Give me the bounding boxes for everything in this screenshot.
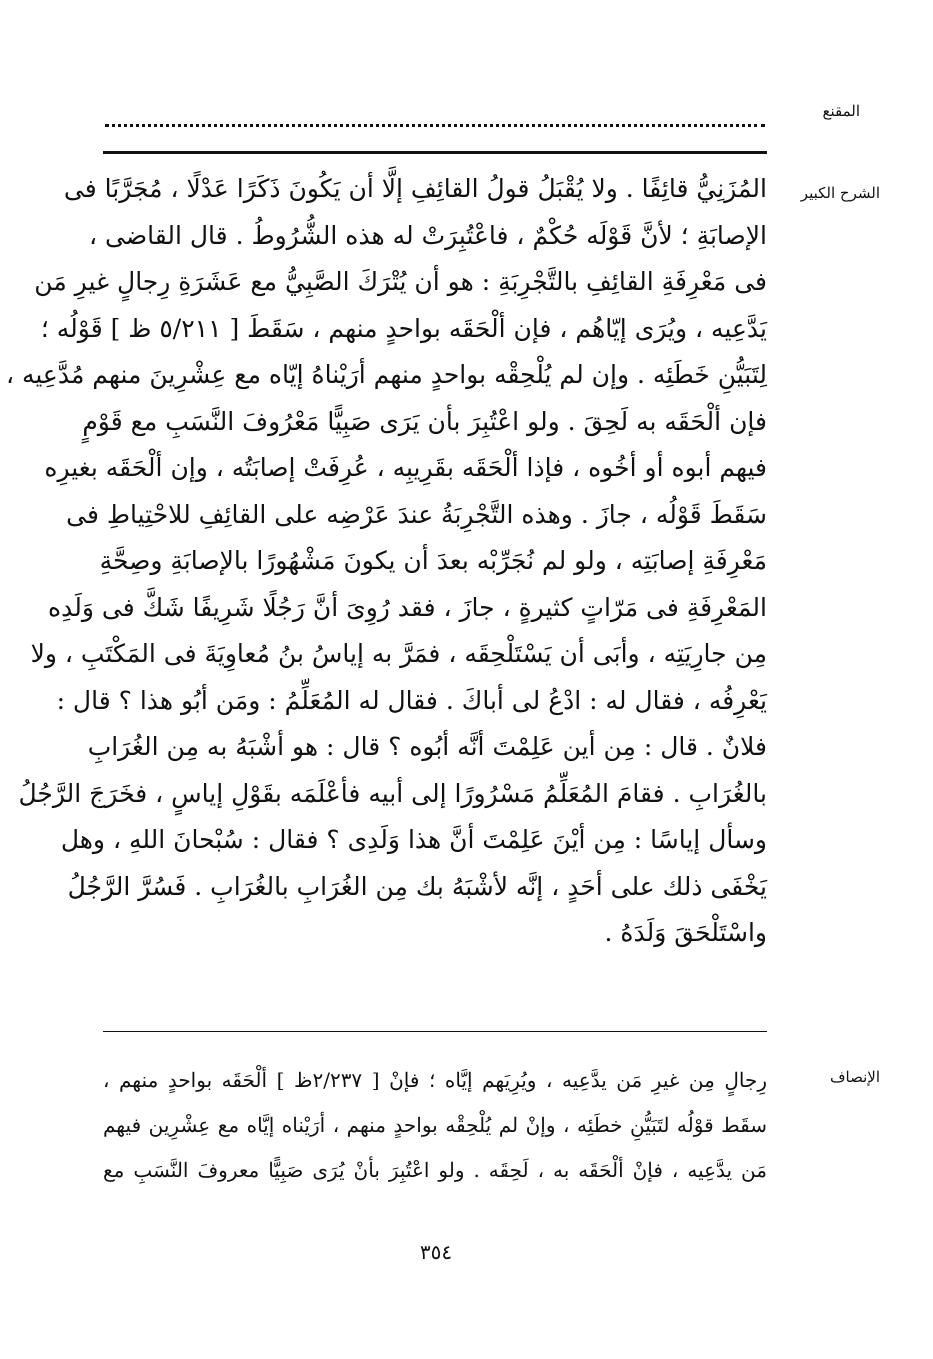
main-line: واسْتَلْحَقَ وَلَدَهُ . — [604, 918, 767, 947]
main-line: مَعْرِفَةِ إصابَتِه ، ولو لم نُجَرِّبْه بعدَ أن يكونَ مَشْهُورًا بالإصابَةِ وصِحَّةِ — [99, 546, 767, 575]
footnote-line: سقَط قوْلُه لتَبَيُّنِ خطَئِه ، وإنْ لم يُلْحِقْه بواحدٍ منهم ، أرَيْناه إيَّاه مع عِشْرِين فيهم — [103, 1113, 767, 1137]
side-label-sharh: الشرح الكبير — [800, 184, 880, 202]
footnote-line: مَن يدَّعِيه ، فإنْ ألْحَقَه به ، لَحِقَه . ولو اعْتُبِرَ بأنْ يُرَى صَبِيًّا معروفَ النَّسَبِ مع — [103, 1158, 767, 1182]
main-text-block — [5, 166, 767, 957]
main-line: الإصابَةِ ؛ لأنَّ قَوْلَه حُكْمٌ ، فاعْتُبِرَتْ له هذه الشُّرُوطُ . قال القاضى ، — [89, 220, 767, 250]
main-line: فيهم أبوه أو أخُوه ، فإذا ألْحَقَه بقَرِيبِه ، عُرِفَتْ إصابَتُه ، وإن ألْحَقَه بغيرِه — [44, 453, 767, 482]
header-dotted-leader — [105, 124, 765, 127]
main-line: يَعْرِفُه ، فقال له : ادْعُ لى أباكَ . فقال له المُعَلِّمُ : ومَن أبُو هذا ؟ قال : — [56, 685, 767, 715]
running-header-title: المقنع — [822, 102, 860, 120]
main-line: لِتَبَيُّنِ خَطَئِه . وإن لم يُلْحِقْه بواحدٍ منهم أرَيْناهُ إيّاه مع عِشْرِينَ منهم مُدَّعِيه ، — [5, 360, 767, 389]
header-rule — [103, 151, 767, 154]
footnote-text-block — [103, 1058, 767, 1193]
footnote-separator — [103, 1031, 767, 1032]
main-line: يَدَّعِيه ، ويُرَى إيّاهُم ، فإن ألْحَقَه بواحدٍ منهم ، سَقَطَ [ ٥/٢١١ ظ ] قَوْلُه ؛ — [40, 313, 767, 343]
main-line: فلانٌ . قال : مِن أين عَلِمْتَ أنَّه أبُوه ؟ قال : هو أشْبَهُ به مِن الغُرَابِ — [87, 732, 767, 761]
main-line: المُزَنِيُّ قائِفًا . ولا يُقْبَلُ قولُ القائِفِ إلَّا أن يَكُونَ ذَكَرًا عَدْلًا ، مُجَرَّبًا فى — [63, 174, 767, 203]
main-line: مِن جارِيَتِه ، وأبَى أن يَسْتَلْحِقَه ، فمَرَّ به إياسُ بنُ مُعاوِيَةَ فى المَكْتَبِ ، ولا — [30, 639, 767, 668]
footnote-line: رِجالٍ مِن غيرِ مَن يدَّعِيه ، ويُرِيَهم إيَّاه ؛ فإنْ [ ٢/٢٣٧ظ ] ألْحَقَه بواحدٍ منهم ، — [103, 1068, 767, 1092]
main-line: بالغُرَابِ . فقامَ المُعَلِّمُ مَسْرُورًا إلى أبيه فأعْلَمَه بقَوْلِ إياسٍ ، فخَرَجَ الرَّجُلُ — [18, 778, 767, 808]
side-label-insaf: الإنصاف — [829, 1068, 880, 1086]
main-line: سَقَطَ قَوْلُه ، جازَ . وهذه التَّجْرِبَةُ عندَ عَرْضِه على القائِفِ للاحْتِياطِ فى — [66, 499, 767, 529]
main-line: المَعْرِفَةِ فى مَرّاتٍ كثيرةٍ ، جازَ ، فقد رُوِىَ أنَّ رَجُلًا شَرِيفًا شَكَّ فى وَلَدِه — [48, 592, 767, 622]
main-line: وسأل إياسًا : مِن أيْنَ عَلِمْتَ أنَّ هذا وَلَدِى ؟ فقال : سُبْحانَ اللهِ ، وهل — [60, 825, 767, 854]
page-number: ٣٥٤ — [419, 1240, 453, 1264]
main-line: فى مَعْرِفَةِ القائِفِ بالتَّجْرِبَةِ : هو أن يُتْرَكَ الصَّبِيُّ مع عَشَرَةِ رِجالٍ غيرِ مَن — [34, 267, 767, 296]
main-line: يَخْفَى ذلك على أحَدٍ ، إنَّه لأشْبَهُ بك مِن الغُرَابِ بالغُرَابِ . فَسُرَّ الرَّجُلُ — [67, 871, 767, 901]
main-line: فإن ألْحَقَه به لَحِقَ . ولو اعْتُبِرَ بأن يَرَى صَبِيًّا مَعْرُوفَ النَّسَبِ مع قَوْمٍ — [82, 406, 767, 436]
